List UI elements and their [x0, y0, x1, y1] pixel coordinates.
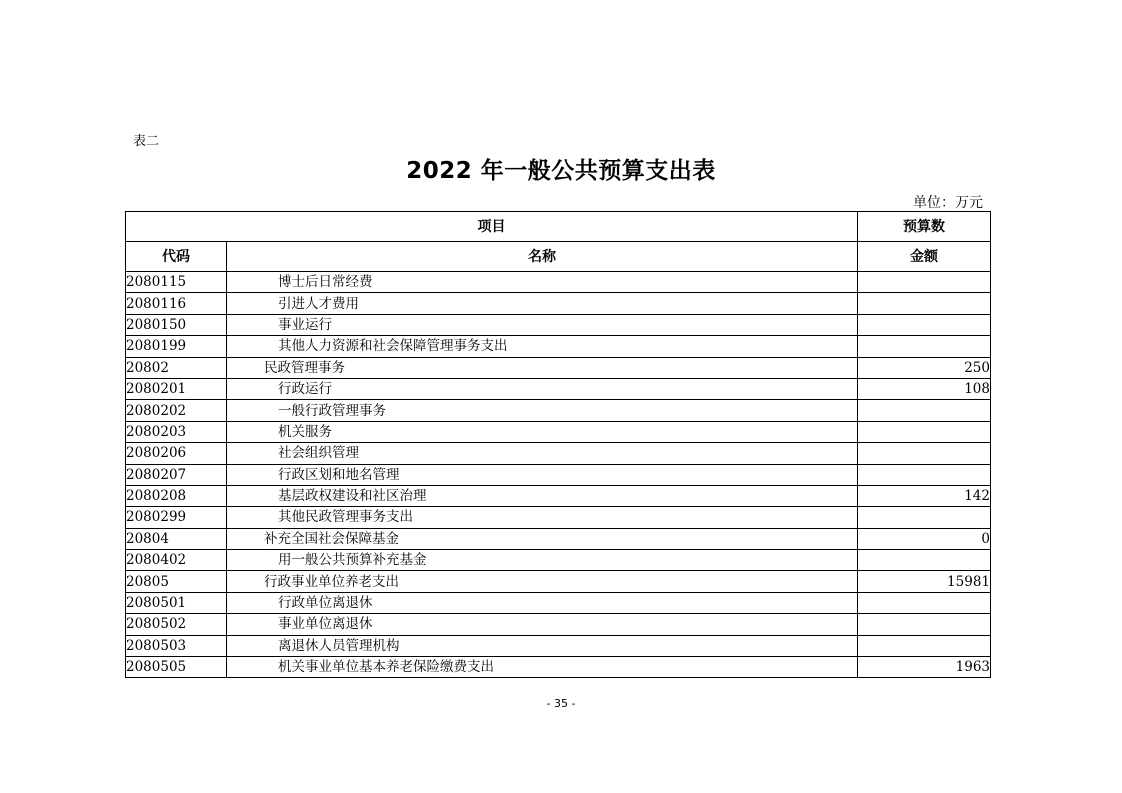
row-name: 事业单位离退休 — [227, 614, 858, 635]
table-row — [126, 357, 991, 378]
row-name: 其他人力资源和社会保障管理事务支出 — [227, 336, 858, 357]
row-amount — [858, 550, 991, 571]
row-code: 2080402 — [126, 550, 227, 571]
page-number: - 35 - — [546, 697, 576, 710]
table-row — [126, 421, 991, 442]
row-code: 2080202 — [126, 400, 227, 421]
row-name: 行政事业单位养老支出 — [227, 571, 858, 592]
row-amount — [858, 507, 991, 528]
row-amount — [858, 336, 991, 357]
row-code: 2080505 — [126, 657, 227, 678]
row-amount — [858, 421, 991, 442]
row-code: 20804 — [126, 528, 227, 549]
row-amount — [858, 592, 991, 613]
page-title: 2022 年一般公共预算支出表 — [406, 158, 716, 184]
row-code: 2080503 — [126, 635, 227, 656]
header-budget: 预算数 — [858, 212, 991, 242]
table-row — [126, 614, 991, 635]
header-row-group — [126, 212, 991, 242]
row-amount — [858, 293, 991, 314]
row-code: 20802 — [126, 357, 227, 378]
table-label: 表二 — [133, 134, 160, 149]
row-amount: 250 — [858, 357, 991, 378]
table-row — [126, 657, 991, 678]
row-name: 事业运行 — [227, 314, 858, 335]
row-name: 机关事业单位基本养老保险缴费支出 — [227, 657, 858, 678]
table-row — [126, 571, 991, 592]
header-amount: 金额 — [858, 242, 991, 272]
row-code: 2080203 — [126, 421, 227, 442]
row-code: 2080206 — [126, 443, 227, 464]
table-row — [126, 464, 991, 485]
table-row — [126, 293, 991, 314]
row-amount — [858, 635, 991, 656]
row-code: 2080116 — [126, 293, 227, 314]
row-code: 2080208 — [126, 485, 227, 506]
row-code: 2080207 — [126, 464, 227, 485]
row-code: 2080150 — [126, 314, 227, 335]
table-row — [126, 314, 991, 335]
row-code: 2080201 — [126, 378, 227, 399]
row-amount: 15981 — [858, 571, 991, 592]
row-amount: 0 — [858, 528, 991, 549]
row-name: 博士后日常经费 — [227, 272, 858, 293]
row-name: 机关服务 — [227, 421, 858, 442]
header-item: 项目 — [126, 212, 858, 242]
row-code: 2080501 — [126, 592, 227, 613]
row-amount: 108 — [858, 378, 991, 399]
row-name: 民政管理事务 — [227, 357, 858, 378]
table-row — [126, 507, 991, 528]
row-name: 基层政权建设和社区治理 — [227, 485, 858, 506]
table-row — [126, 592, 991, 613]
row-amount: 142 — [858, 485, 991, 506]
row-name: 行政单位离退休 — [227, 592, 858, 613]
table-row — [126, 443, 991, 464]
row-name: 离退休人员管理机构 — [227, 635, 858, 656]
table-row — [126, 336, 991, 357]
header-row-columns — [126, 242, 991, 272]
table-row — [126, 272, 991, 293]
table-row — [126, 378, 991, 399]
table-row — [126, 528, 991, 549]
table-row — [126, 635, 991, 656]
table-row — [126, 550, 991, 571]
row-amount — [858, 272, 991, 293]
header-code: 代码 — [126, 242, 227, 272]
row-amount — [858, 614, 991, 635]
row-amount — [858, 314, 991, 335]
unit-note: 单位：万元 — [913, 195, 983, 211]
header-name: 名称 — [227, 242, 858, 272]
row-code: 2080502 — [126, 614, 227, 635]
row-amount — [858, 400, 991, 421]
row-code: 20805 — [126, 571, 227, 592]
row-name: 补充全国社会保障基金 — [227, 528, 858, 549]
row-amount: 1963 — [858, 657, 991, 678]
row-name: 行政区划和地名管理 — [227, 464, 858, 485]
table-body — [126, 272, 991, 678]
row-amount — [858, 443, 991, 464]
row-name: 其他民政管理事务支出 — [227, 507, 858, 528]
row-name: 行政运行 — [227, 378, 858, 399]
row-name: 社会组织管理 — [227, 443, 858, 464]
row-code: 2080299 — [126, 507, 227, 528]
table-row — [126, 485, 991, 506]
budget-table — [125, 211, 991, 678]
row-amount — [858, 464, 991, 485]
row-code: 2080115 — [126, 272, 227, 293]
table-row — [126, 400, 991, 421]
row-name: 一般行政管理事务 — [227, 400, 858, 421]
row-name: 用一般公共预算补充基金 — [227, 550, 858, 571]
row-code: 2080199 — [126, 336, 227, 357]
row-name: 引进人才费用 — [227, 293, 858, 314]
